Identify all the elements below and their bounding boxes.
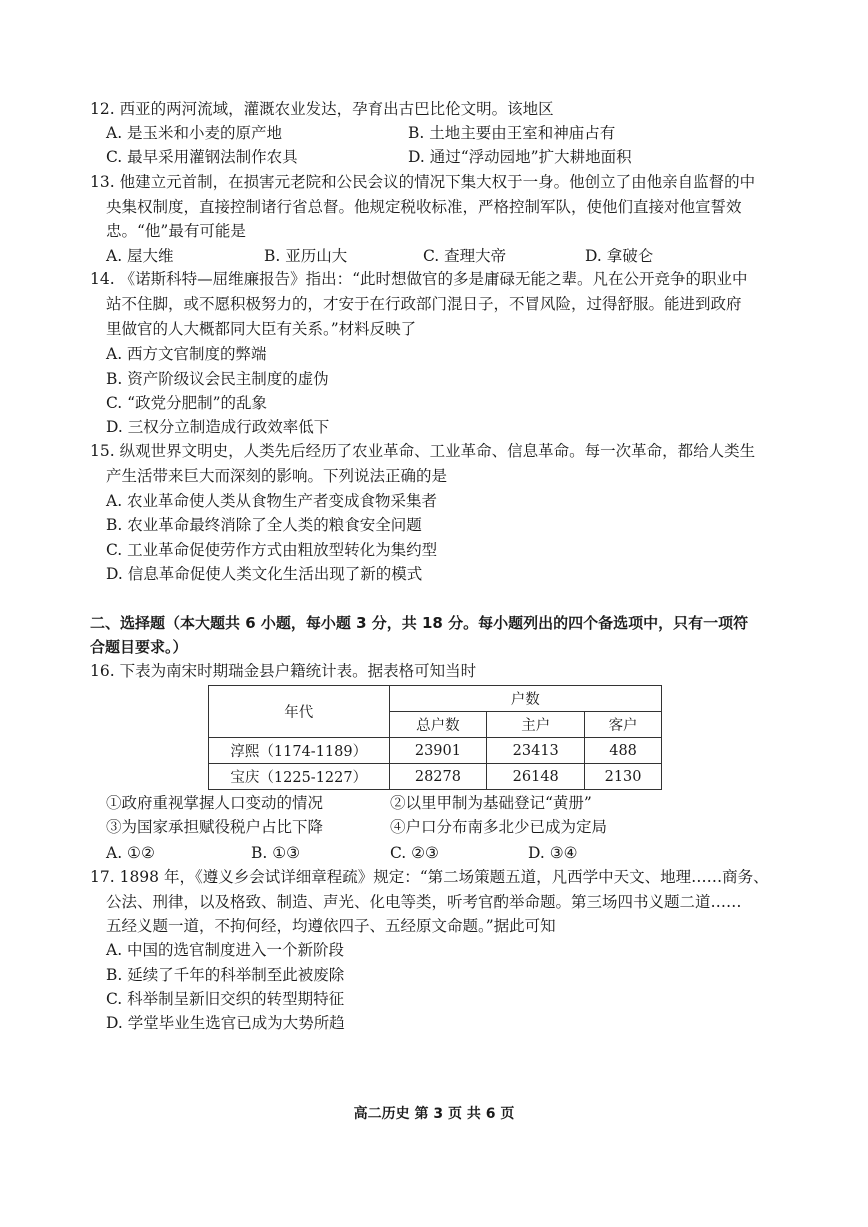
- header-main: 主户: [487, 712, 585, 738]
- q12-option-c: C. 最早采用灌钢法制作农具: [106, 148, 298, 166]
- section2-heading-line2: 合题目要求。）: [90, 638, 188, 656]
- q14-line3: 里做官的人大概都同大臣有关系。”材料反映了: [106, 320, 417, 338]
- q13-option-a: A. 屋大维: [106, 247, 174, 265]
- q15-option-a: A. 农业革命使人类从食物生产者变成食物采集者: [106, 492, 438, 510]
- row-guest: 2130: [585, 764, 662, 790]
- page-footer: 高二历史 第 3 页 共 6 页: [353, 1106, 515, 1122]
- q14-option-d: D. 三权分立制造成行政效率低下: [106, 418, 330, 436]
- q15-line2: 产生活带来巨大而深刻的影响。下列说法正确的是: [106, 467, 448, 485]
- q13-line2: 央集权制度，直接控制诸行省总督。他规定税收标准，严格控制军队，使他们直接对他宣誓效: [106, 198, 742, 216]
- q13-option-d: D. 拿破仑: [585, 247, 654, 265]
- header-households: 户数: [389, 686, 661, 712]
- table-row: [209, 764, 662, 790]
- row-total: 28278: [389, 764, 487, 790]
- header-total: 总户数: [389, 712, 487, 738]
- q16-option-c: C. ②③: [390, 844, 439, 862]
- q16-option-b: B. ①③: [251, 844, 301, 862]
- q17-line3: 五经义题一道，不拘何经，均遵依四子、五经原文命题。”据此可知: [106, 917, 556, 935]
- q13-option-c: C. 查理大帝: [423, 247, 507, 265]
- q17-option-a: A. 中国的选官制度进入一个新阶段: [106, 941, 345, 959]
- q17-option-b: B. 延续了千年的科举制至此被废除: [106, 966, 345, 984]
- q15-option-b: B. 农业革命最终消除了全人类的粮食安全问题: [106, 516, 422, 534]
- q16-option-d: D. ③④: [528, 844, 578, 862]
- q17-line2: 公法、刑律，以及格致、制造、声光、化电等类，听考官酌举命题。第三场四书义题二道……: [106, 893, 742, 911]
- q14-option-a: A. 西方文官制度的弊端: [106, 345, 267, 363]
- q16-option-a: A. ①②: [106, 844, 155, 862]
- header-guest: 客户: [585, 712, 662, 738]
- q12-option-a: A. 是玉米和小麦的原产地: [106, 124, 283, 142]
- q16-item-2: ②以里甲制为基础登记“黄册”: [390, 794, 592, 812]
- q16-item-4: ④户口分布南多北少已成为定局: [390, 818, 608, 836]
- q15-option-c: C. 工业革命促使劳作方式由粗放型转化为集约型: [106, 541, 438, 559]
- q16-item-1: ①政府重视掌握人口变动的情况: [106, 794, 324, 812]
- table-row: [209, 738, 662, 764]
- q15-option-d: D. 信息革命促使人类文化生活出现了新的模式: [106, 565, 423, 583]
- row-total: 23901: [389, 738, 487, 764]
- row-era: 淳熙（1174-1189）: [209, 738, 390, 764]
- q13-line3: 忠。“他”最有可能是: [106, 222, 246, 240]
- q12-stem: 12. 西亚的两河流域，灌溉农业发达，孕育出古巴比伦文明。该地区: [90, 100, 554, 118]
- q13-line1: 13. 他建立元首制，在损害元老院和公民会议的情况下集大权于一身。他创立了由他亲自监督的中: [90, 173, 756, 191]
- q12-option-b: B. 土地主要由王室和神庙占有: [408, 124, 616, 142]
- q14-line2: 站不住脚，或不愿积极努力的，才安于在行政部门混日子，不冒风险，过得舒服。能进到政府: [106, 295, 742, 313]
- q17-option-c: C. 科举制呈新旧交织的转型期特征: [106, 990, 345, 1008]
- q13-option-b: B. 亚历山大: [264, 247, 348, 265]
- q14-line1: 14. 《诺斯科特—屈维廉报告》指出：“此时想做官的多是庸碌无能之辈。凡在公开竞争的职业中: [90, 270, 748, 288]
- header-era: 年代: [209, 686, 390, 738]
- q14-option-b: B. 资产阶级议会民主制度的虚伪: [106, 370, 329, 388]
- row-guest: 488: [585, 738, 662, 764]
- q17-option-d: D. 学堂毕业生选官已成为大势所趋: [106, 1014, 345, 1032]
- q16-item-3: ③为国家承担赋役税户占比下降: [106, 818, 324, 836]
- household-stats-table: [208, 685, 662, 790]
- row-main: 26148: [487, 764, 585, 790]
- section2-heading-line1: 二、选择题（本大题共 6 小题，每小题 3 分，共 18 分。每小题列出的四个备选项中，只有一项符: [90, 614, 749, 632]
- q15-line1: 15. 纵观世界文明史，人类先后经历了农业革命、工业革命、信息革命。每一次革命，都给人类生: [90, 442, 756, 460]
- q14-option-c: C. “政党分肥制”的乱象: [106, 394, 268, 412]
- row-main: 23413: [487, 738, 585, 764]
- q16-stem: 16. 下表为南宋时期瑞金县户籍统计表。据表格可知当时: [90, 662, 477, 680]
- q17-line1: 17. 1898 年，《遵义乡会试详细章程疏》规定：“第二场策题五道，凡西学中天文、地理……商务、: [90, 868, 769, 886]
- row-era: 宝庆（1225-1227）: [209, 764, 390, 790]
- q12-option-d: D. 通过“浮动园地”扩大耕地面积: [408, 148, 632, 166]
